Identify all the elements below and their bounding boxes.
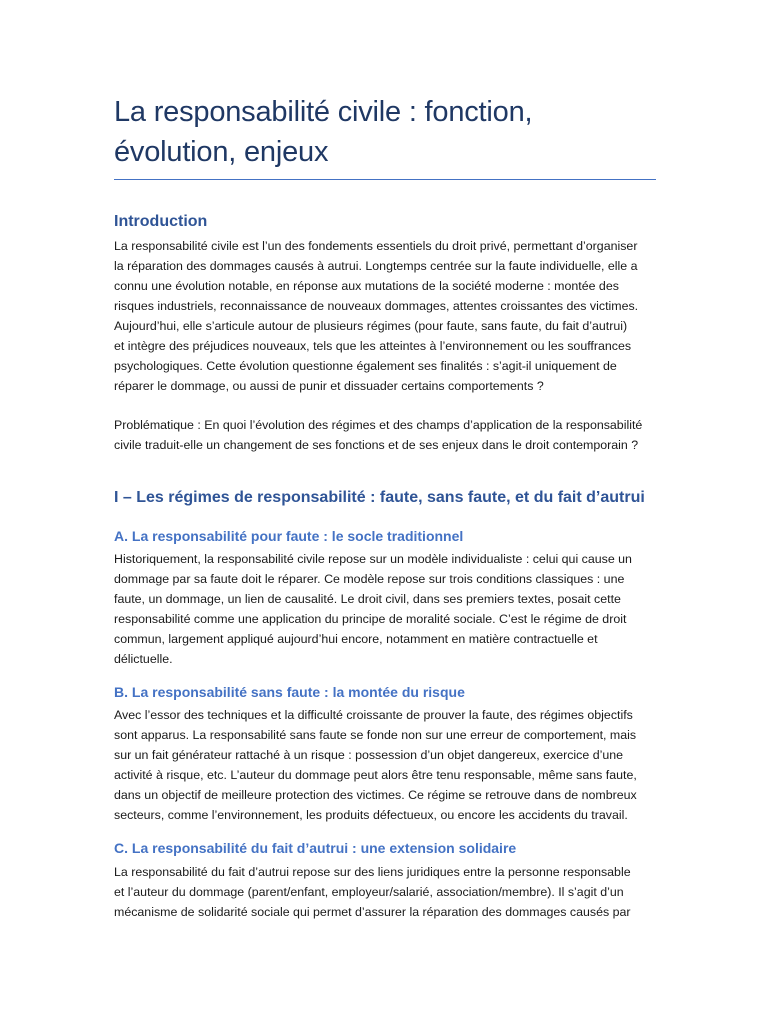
text-line: dans un objectif de meilleure protection des victimes. Ce régime se retrouve dans de nombreux [114,788,637,802]
text-line: et l’auteur du dommage (parent/enfant, employeur/salarié, association/membre). Il s’agit d’un [114,885,624,899]
introduction-paragraph [114,236,656,396]
title-line: évolution, enjeux [114,136,329,168]
text-line: connu une évolution notable, en réponse aux mutations de la société moderne : montée des [114,279,619,293]
document-title [114,92,656,172]
section-a-heading: A. La responsabilité pour faute : le socle traditionnel [114,528,464,544]
text-line: Historiquement, la responsabilité civile repose sur un modèle individualiste : celui qui cause un [114,552,632,566]
text-line: risques industriels, reconnaissance de nouveaux dommages, attentes croissantes des victimes. [114,299,639,313]
section-c-paragraph [114,862,656,922]
text-line: la réparation des dommages causés à autrui. Longtemps centrée sur la faute individuelle, elle a [114,259,638,273]
text-line: psychologiques. Cette évolution questionne également ses finalités : s’agit-il uniquement de [114,359,617,373]
text-line: dommage par sa faute doit le réparer. Ce modèle repose sur trois conditions classiques : une [114,572,625,586]
text-line: commun, largement appliqué aujourd’hui encore, notamment en matière contractuelle et [114,632,598,646]
introduction-heading: Introduction [114,213,208,230]
section-b-paragraph [114,705,656,825]
section-c-heading: C. La responsabilité du fait d’autrui : une extension solidaire [114,840,517,856]
text-line: Aujourd’hui, elle s’articule autour de plusieurs régimes (pour faute, sans faute, du fait d’autrui) [114,319,628,333]
text-line: secteurs, comme l’environnement, les produits défectueux, ou encore les accidents du travail. [114,808,628,822]
title-divider [114,179,656,180]
text-line: La responsabilité civile est l’un des fondements essentiels du droit privé, permettant d’organiser [114,239,638,253]
text-line: faute, un dommage, un lien de causalité. Le droit civil, dans ses premiers textes, posait cette [114,592,621,606]
text-line: Avec l’essor des techniques et la difficulté croissante de prouver la faute, des régimes objectifs [114,708,633,722]
text-line: activité à risque, etc. L’auteur du dommage peut alors être tenu responsable, même sans faute, [114,768,637,782]
text-line: mécanisme de solidarité sociale qui permet d’assurer la réparation des dommages causés par [114,905,631,919]
text-line: sur un fait générateur rattaché à un risque : possession d’un objet dangereux, exercice d’une [114,748,624,762]
problematique-paragraph [114,415,656,455]
text-line: sont apparus. La responsabilité sans faute se fonde non sur une erreur de comportement, mais [114,728,637,742]
title-line: La responsabilité civile : fonction, [114,96,533,128]
part1-heading: I – Les régimes de responsabilité : faute, sans faute, et du fait d’autrui [114,489,645,506]
text-line: délictuelle. [114,652,173,666]
text-line: civile traduit-elle un changement de ses fonctions et de ses enjeux dans le droit contemporain ? [114,438,639,452]
text-line: Problématique : En quoi l’évolution des régimes et des champs d’application de la responsabilité [114,418,643,432]
section-b-heading: B. La responsabilité sans faute : la montée du risque [114,684,465,700]
text-line: La responsabilité du fait d’autrui repose sur des liens juridiques entre la personne responsable [114,865,631,879]
section-a-paragraph [114,549,656,669]
text-line: et intègre des préjudices nouveaux, tels que les atteintes à l’environnement ou les souffrances [114,339,632,353]
text-line: réparer le dommage, ou aussi de punir et dissuader certains comportements ? [114,379,544,393]
text-line: responsabilité comme une application du principe de moralité sociale. C’est le régime de droit [114,612,627,626]
